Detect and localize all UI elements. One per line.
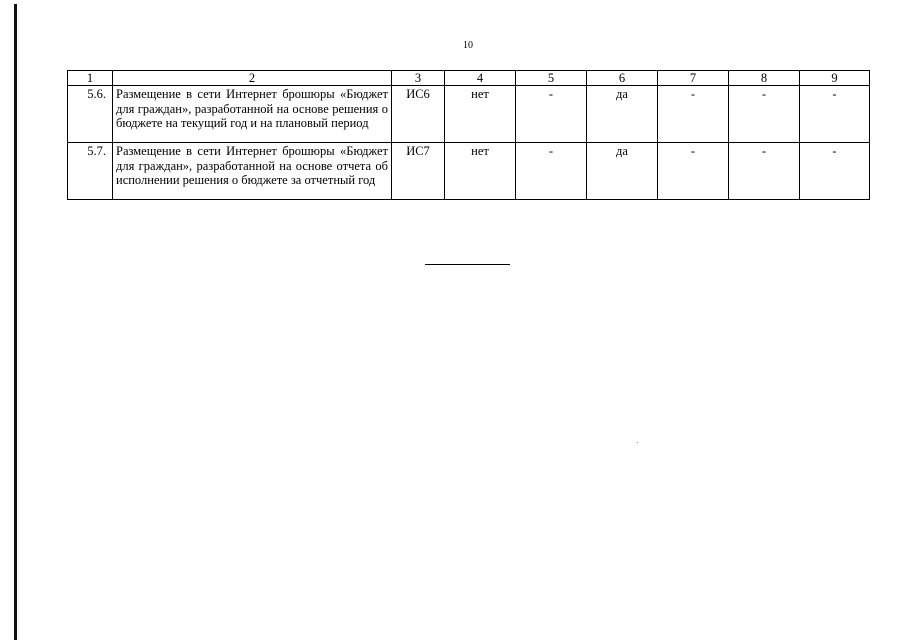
row-code: ИС7	[392, 143, 445, 200]
row-cell: -	[516, 86, 587, 143]
document-table	[67, 70, 870, 200]
column-header: 7	[658, 71, 729, 86]
table-row	[68, 86, 870, 143]
row-cell: -	[658, 143, 729, 200]
column-header: 1	[68, 71, 113, 86]
row-description: Размещение в сети Интернет брошюры «Бюджет для граждан», разработанной на основе отчета об исполнении решения о бюджете за отчетный год	[113, 143, 392, 200]
row-cell: -	[658, 86, 729, 143]
column-header: 6	[587, 71, 658, 86]
column-header: 4	[445, 71, 516, 86]
column-header: 9	[800, 71, 870, 86]
column-header: 5	[516, 71, 587, 86]
table-row	[68, 143, 870, 200]
row-number: 5.7.	[68, 143, 113, 200]
row-cell: -	[800, 86, 870, 143]
row-description: Размещение в сети Интернет брошюры «Бюджет для граждан», разработанной на основе решения о бюджете на текущий год и на плановый период	[113, 86, 392, 143]
row-number: 5.6.	[68, 86, 113, 143]
row-cell: -	[729, 143, 800, 200]
column-header: 2	[113, 71, 392, 86]
page-left-edge	[14, 4, 17, 640]
row-cell: нет	[445, 143, 516, 200]
row-cell: да	[587, 143, 658, 200]
column-header: 8	[729, 71, 800, 86]
page-number: 10	[463, 40, 473, 51]
row-code: ИС6	[392, 86, 445, 143]
table-header-row	[68, 71, 870, 86]
row-cell: -	[729, 86, 800, 143]
section-separator-line	[425, 264, 510, 265]
row-cell: да	[587, 86, 658, 143]
row-cell: -	[800, 143, 870, 200]
column-header: 3	[392, 71, 445, 86]
row-cell: -	[516, 143, 587, 200]
scan-speck	[637, 442, 638, 443]
row-cell: нет	[445, 86, 516, 143]
